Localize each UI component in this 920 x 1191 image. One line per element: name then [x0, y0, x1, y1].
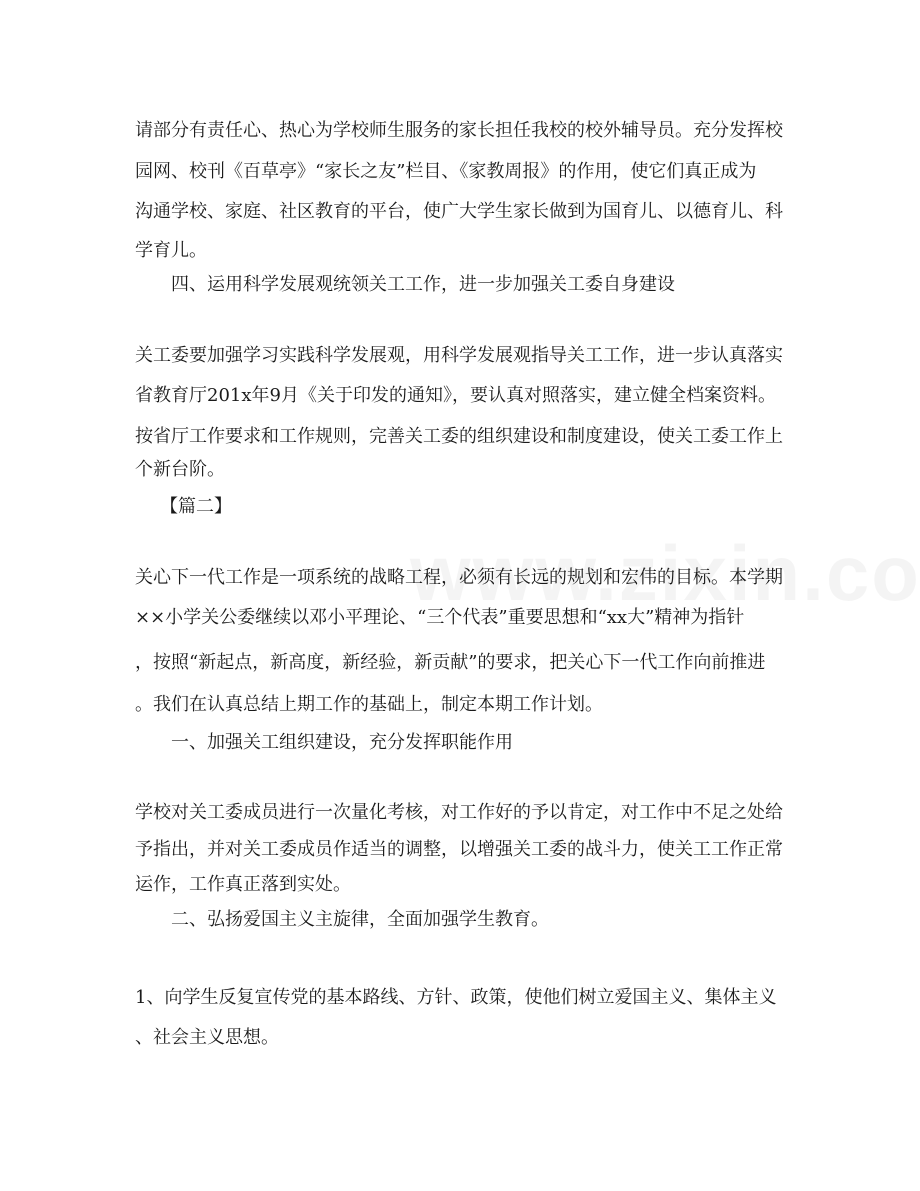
paragraph-line: 园网、校刊《百草亭》“家长之友”栏目、《家教周报》的作用，使它们真正成为 [135, 161, 757, 182]
paragraph-line: 沟通学校、家庭、社区教育的平台，使广大学生家长做到为国育儿、以德育儿、科 [135, 201, 783, 222]
paragraph-line: 省教育厅201x年9月《关于印发的通知》，要认真对照落实，建立健全档案资料。 [135, 385, 776, 406]
paragraph-line: 。我们在认真总结上期工作的基础上，制定本期工作计划。 [135, 694, 603, 715]
paragraph-line: 运作，工作真正落到实处。 [135, 874, 351, 895]
paragraph-line: 学校对关工委成员进行一次量化考核，对工作好的予以肯定，对工作中不足之处给 [135, 802, 783, 823]
paragraph-line: ××小学关公委继续以邓小平理论、“三个代表”重要思想和“xx大”精神为指针 [135, 607, 745, 628]
paragraph-line: 关心下一代工作是一项系统的战略工程，必须有长远的规划和宏伟的目标。本学期 [135, 567, 783, 588]
paragraph-line: 关工委要加强学习实践科学发展观，用科学发展观指导关工工作，进一步认真落实 [135, 345, 783, 366]
section-heading: 二、弘扬爱国主义主旋律，全面加强学生教育。 [171, 909, 549, 930]
paragraph-line: 1、向学生反复宣传党的基本路线、方针、政策，使他们树立爱国主义、集体主义 [135, 987, 777, 1008]
section-heading: 四、运用科学发展观统领关工工作，进一步加强关工委自身建设 [171, 274, 675, 295]
paragraph-line: 学育儿。 [135, 240, 207, 261]
section-heading: 一、加强关工组织建设，充分发挥职能作用 [171, 732, 513, 753]
part-heading: 【篇二】 [160, 496, 232, 517]
paragraph-line: 、社会主义思想。 [135, 1027, 279, 1048]
paragraph-line: 予指出，并对关工委成员作适当的调整，以增强关工委的战斗力，使关工工作正常 [135, 839, 783, 860]
paragraph-line: 按省厅工作要求和工作规则，完善关工委的组织建设和制度建设，使关工委工作上 [135, 426, 783, 447]
paragraph-line: 请部分有责任心、热心为学校师生服务的家长担任我校的校外辅导员。充分发挥校 [135, 120, 783, 141]
paragraph-line: 个新台阶。 [135, 459, 225, 480]
paragraph-line: ，按照“新起点，新高度，新经验，新贡献”的要求，把关心下一代工作向前推进 [135, 652, 766, 673]
